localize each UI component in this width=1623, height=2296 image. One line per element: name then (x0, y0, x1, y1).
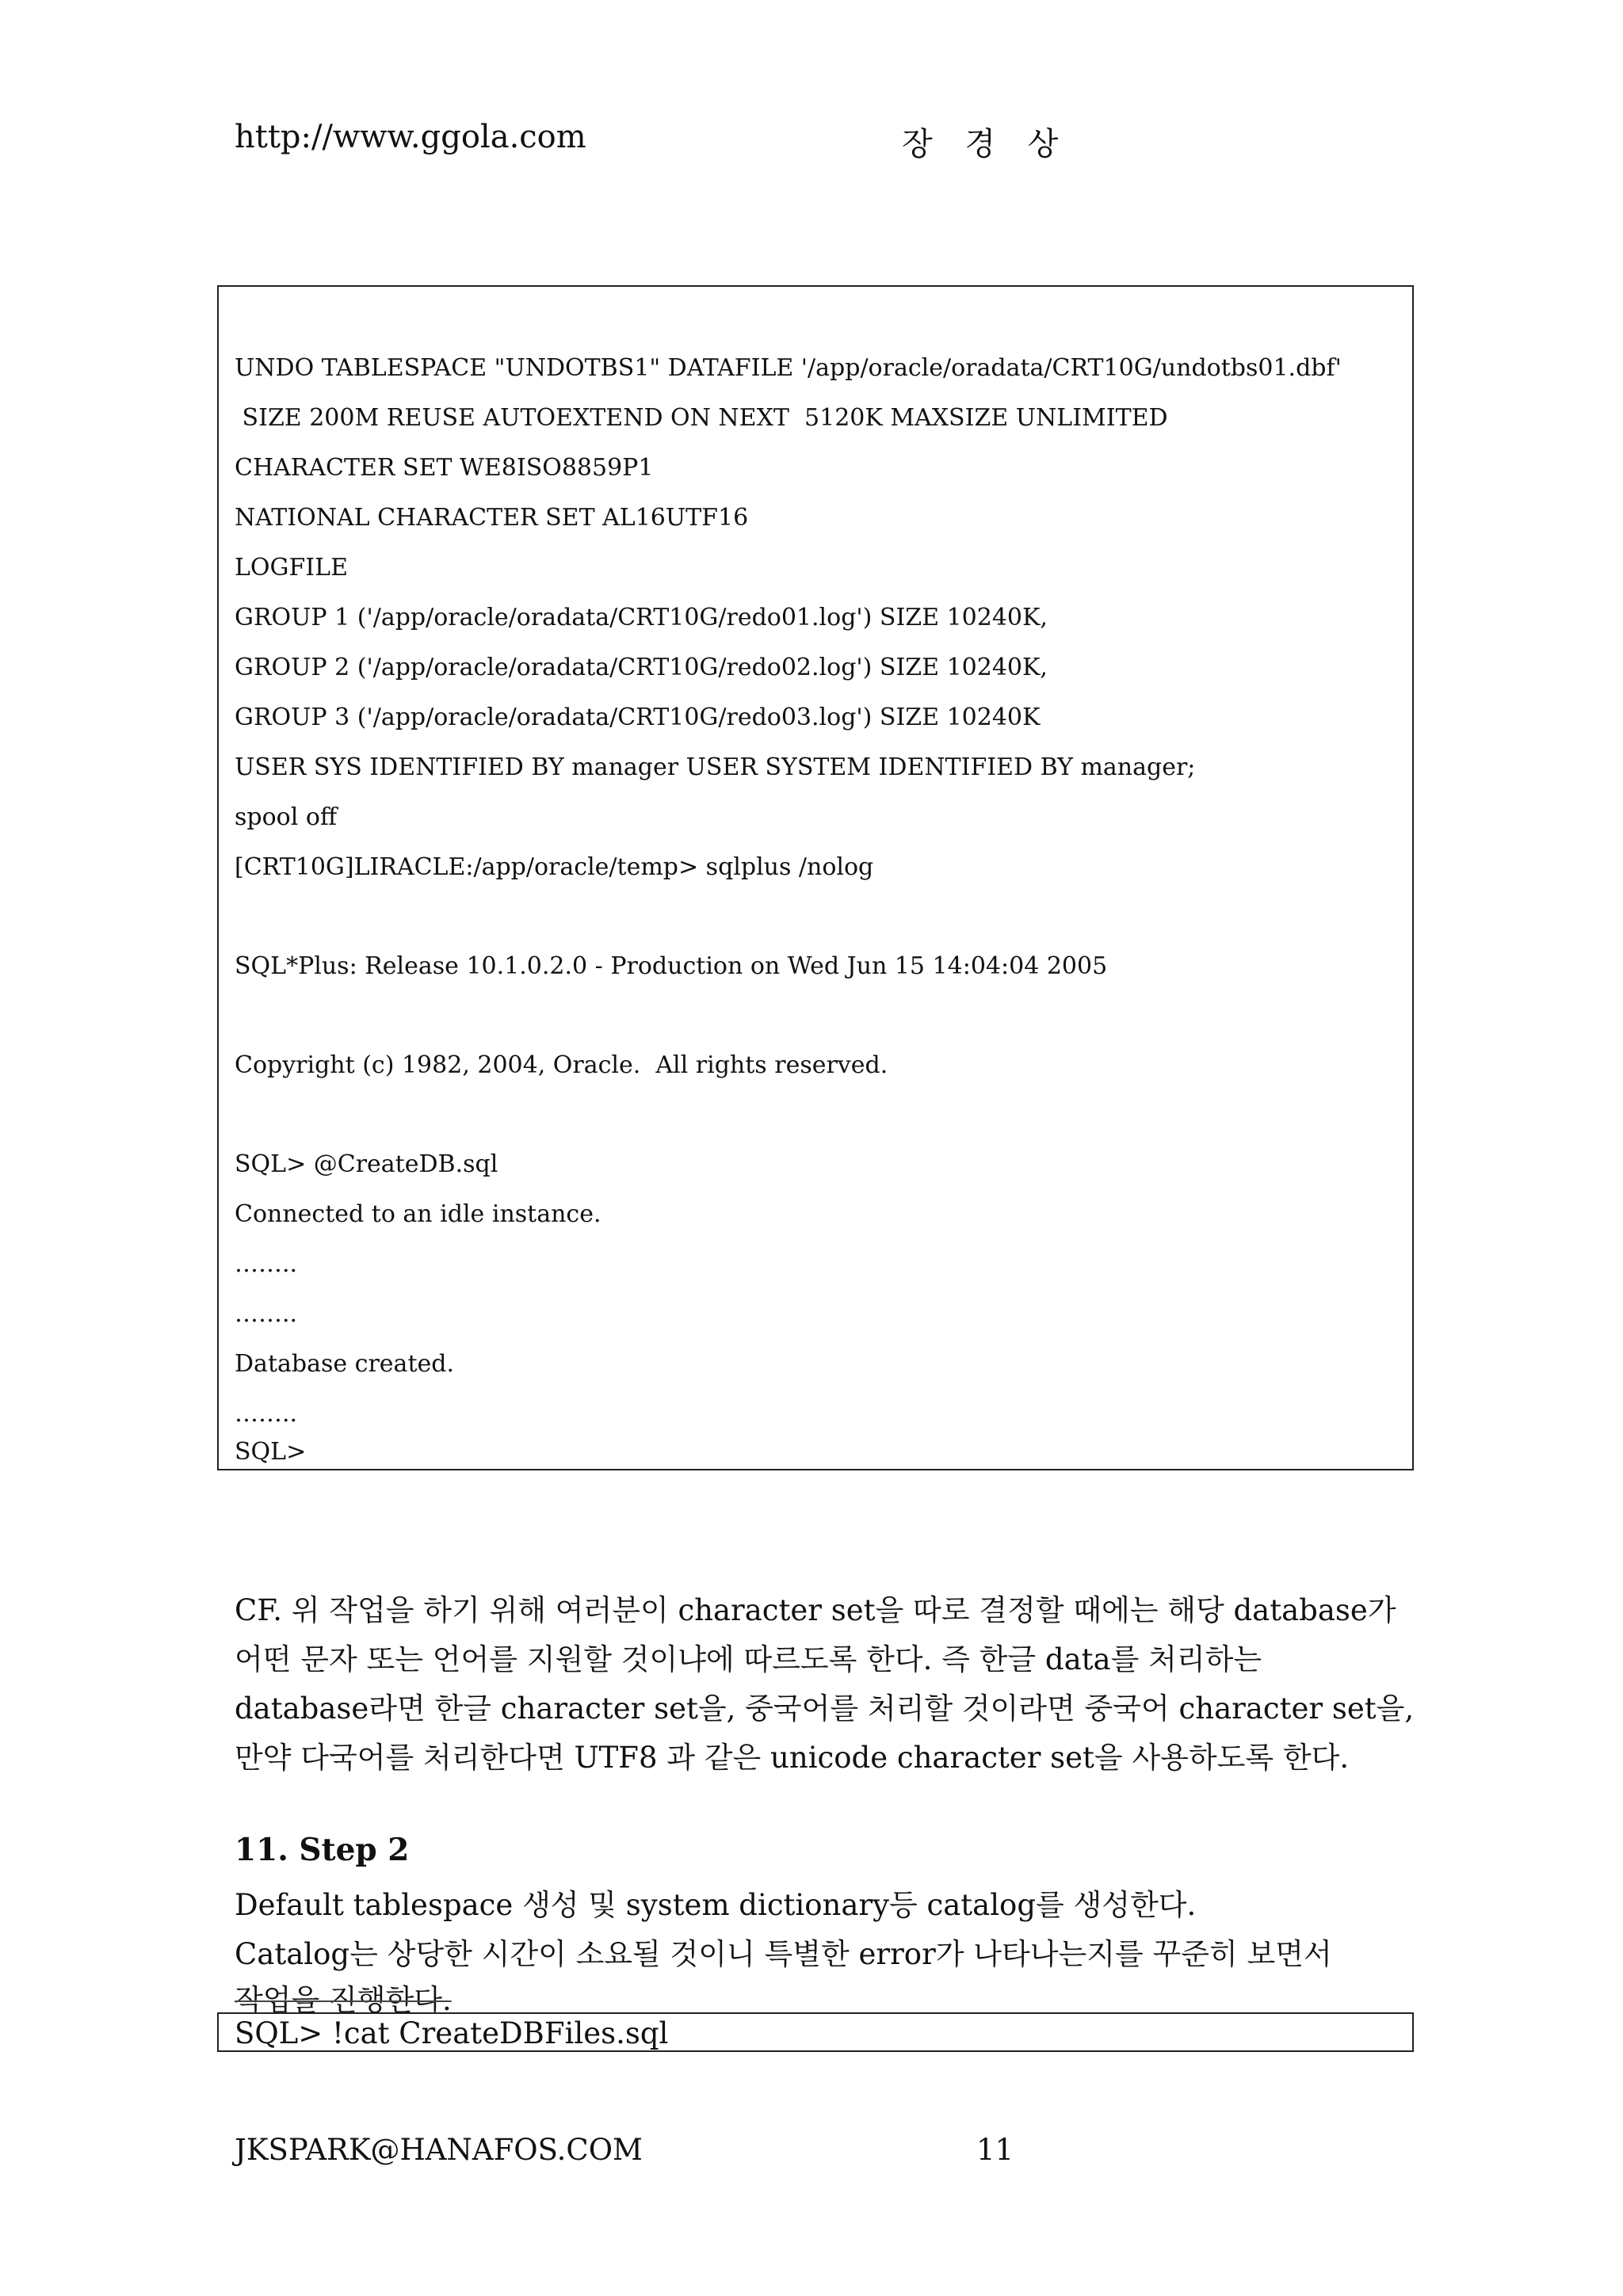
command-box (217, 2012, 1414, 2052)
code-line: SQL*Plus: Release 10.1.0.2.0 - Production on Wed Jun 15 14:04:04 2005 (235, 952, 1108, 980)
code-line: …….. (235, 1300, 298, 1328)
cf-paragraph-line: database라면 한글 character set을, 중국어를 처리할 것이라면 중국어 character set을, (235, 1691, 1415, 1726)
command-text: SQL> !cat CreateDBFiles.sql (235, 2016, 669, 2050)
code-line: Copyright (c) 1982, 2004, Oracle. All rights reserved. (235, 1051, 888, 1079)
header-url: http://www.ggola.com (235, 119, 586, 155)
page-number: 11 (976, 2133, 1014, 2167)
code-line: SQL> @CreateDB.sql (235, 1150, 498, 1178)
code-line: USER SYS IDENTIFIED BY manager USER SYSTEM IDENTIFIED BY manager; (235, 753, 1196, 781)
cf-paragraph-line: 어떤 문자 또는 언어를 지원할 것이냐에 따르도록 한다. 즉 한글 data를 처리하는 (235, 1642, 1262, 1676)
step-heading: 11. Step 2 (235, 1832, 410, 1868)
code-line: GROUP 2 ('/app/oracle/oradata/CRT10G/redo02.log') SIZE 10240K, (235, 654, 1048, 681)
code-line: [CRT10G]LIRACLE:/app/oracle/temp> sqlplus /nolog (235, 853, 874, 881)
code-line: GROUP 3 ('/app/oracle/oradata/CRT10G/redo03.log') SIZE 10240K (235, 704, 1041, 731)
code-line: …….. (235, 1250, 298, 1278)
code-line: GROUP 1 ('/app/oracle/oradata/CRT10G/redo01.log') SIZE 10240K, (235, 604, 1048, 631)
code-output-box (217, 285, 1414, 1470)
step-text-line: Default tablespace 생성 및 system dictionary등 catalog를 생성한다. (235, 1888, 1197, 1922)
step-text-line: 작업을 진행한다. (235, 1983, 452, 2017)
code-line: UNDO TABLESPACE "UNDOTBS1" DATAFILE '/app/oracle/oradata/CRT10G/undotbs01.dbf' (235, 354, 1342, 382)
code-line: spool off (235, 803, 338, 831)
header-author: 장 경 상 (902, 126, 1070, 162)
code-line: Database created. (235, 1350, 454, 1378)
cf-paragraph-line: 만약 다국어를 처리한다면 UTF8 과 같은 unicode character set을 사용하도록 한다. (235, 1741, 1350, 1775)
code-line: LOGFILE (235, 554, 348, 582)
cf-paragraph-line: CF. 위 작업을 하기 위해 여러분이 character set을 따로 결정할 때에는 해당 database가 (235, 1593, 1396, 1627)
code-line: NATIONAL CHARACTER SET AL16UTF16 (235, 504, 749, 532)
step-text-line: Catalog는 상당한 시간이 소요될 것이니 특별한 error가 나타나는지를 꾸준히 보면서 (235, 1937, 1332, 1971)
code-line: SQL> (235, 1438, 307, 1466)
code-line: …….. (235, 1400, 298, 1428)
code-line: Connected to an idle instance. (235, 1200, 601, 1228)
code-line: SIZE 200M REUSE AUTOEXTEND ON NEXT 5120K MAXSIZE UNLIMITED (235, 404, 1168, 432)
footer-email: JKSPARK@HANAFOS.COM (235, 2133, 643, 2167)
code-line: CHARACTER SET WE8ISO8859P1 (235, 454, 654, 482)
